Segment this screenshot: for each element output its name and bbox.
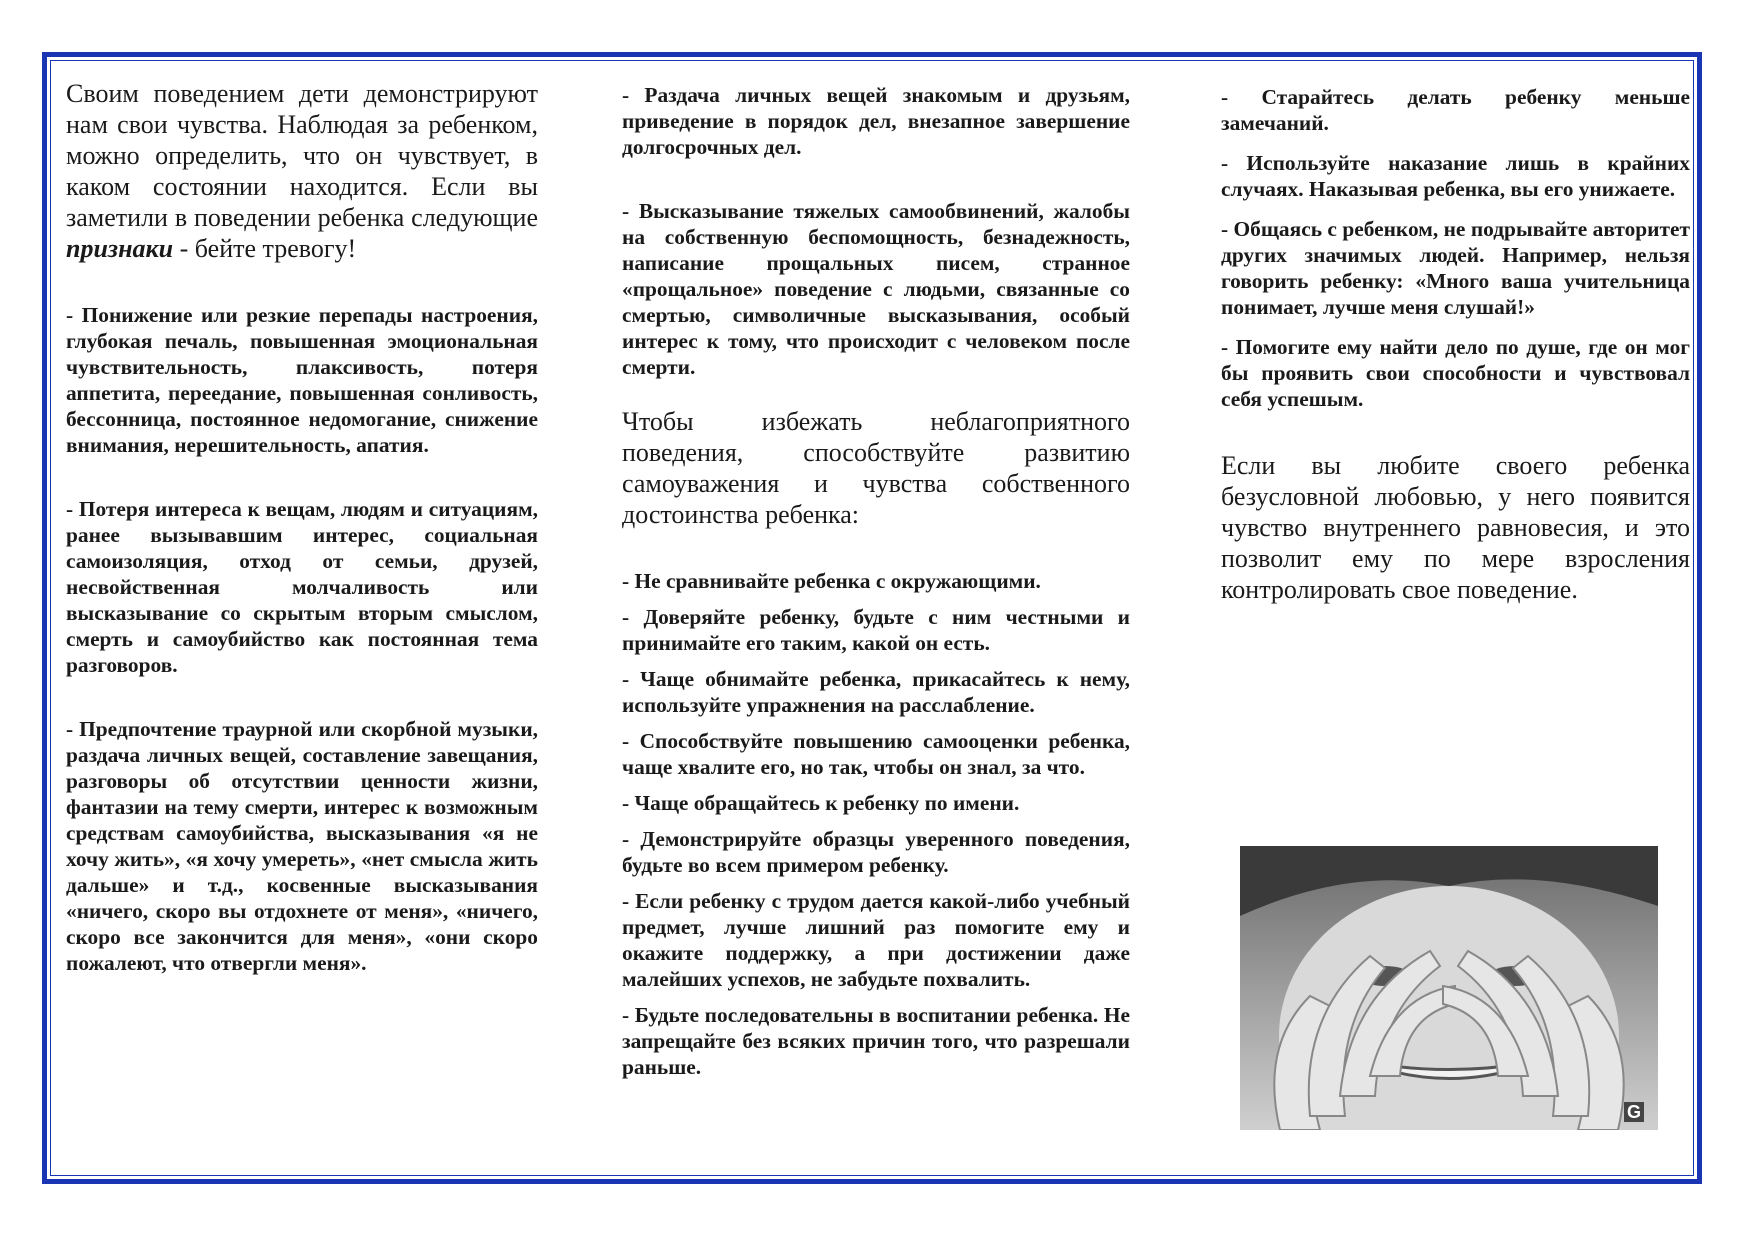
child-photo [1240, 846, 1658, 1130]
intro-warning: - бейте тревогу! [173, 234, 357, 263]
tip-item: - Способствуйте повышению самооценки ребенка, чаще хвалите его, но так, чтобы он знал, за что. [622, 729, 1130, 779]
tip-item: - Доверяйте ребенку, будьте с ним честными и принимайте его таким, какой он есть. [622, 605, 1130, 655]
tip-item: - Старайтесь делать ребенку меньше замечаний. [1221, 85, 1690, 135]
sign-item: - Высказывание тяжелых самообвинений, жалобы на собственную беспомощность, безнадежность, написание прощальных писем, странное «прощальное» поведение с людьми, связанные со смертью, символичные высказывания, особый интерес к тому, что происходит с человеком после смерти. [622, 199, 1130, 379]
sign-item: - Потеря интереса к вещам, людям и ситуациям, ранее вызывавшим интерес, социальная самоизоляция, отход от семьи, друзей, несвойственная молчаливость или высказывание со скрытым вторым смыслом, смерть и самоубийство как постоянная тема разговоров. [66, 497, 538, 677]
sign-item: - Раздача личных вещей знакомым и друзьям, приведение в порядок дел, внезапное завершение долгосрочных дел. [622, 83, 1130, 159]
prevention-intro: Чтобы избежать неблагоприятного поведения, способствуйте развитию самоуважения и чувства собственного достоинства ребенка: [622, 407, 1130, 529]
intro-emphasis: признаки [66, 234, 174, 263]
tip-item: - Общаясь с ребенком, не подрывайте авторитет других значимых людей. Например, нельзя говорить ребенку: «Много ваша учительница понимает, лучше меня слушай!» [1221, 217, 1690, 319]
tip-item: - Будьте последовательны в воспитании ребенка. Не запрещайте без всяких причин того, что разрешали раньше. [622, 1003, 1130, 1079]
tip-item: - Не сравнивайте ребенка с окружающими. [622, 569, 1041, 593]
child-photo-illustration [1240, 846, 1658, 1130]
tip-item: - Используйте наказание лишь в крайних случаях. Наказывая ребенка, вы его унижаете. [1221, 151, 1690, 201]
column-left [66, 78, 538, 976]
sign-item: - Предпочтение траурной или скорбной музыки, раздача личных вещей, составление завещания, разговоры об отсутствии ценности жизни, фантазии на тему смерти, интерес к возможным средствам самоубийства, высказывания «я не хочу жить», «я хочу умереть», «нет смысла жить дальше» и т.д., косвенные высказывания «ничего, скоро вы отдохнете от меня», «ничего, скоро все закончится для меня», «они скоро пожалеют, что отвергли меня». [66, 717, 538, 975]
tip-item: - Помогите ему найти дело по душе, где он мог бы проявить свои способности и чувствовал себя успешым. [1221, 335, 1690, 411]
tip-item: - Чаще обращайтесь к ребенку по имени. [622, 791, 1020, 815]
column-right [1221, 84, 1690, 605]
intro-text: Своим поведением дети демонстрируют нам свои чувства. Наблюдая за ребенком, можно определить, что он чувствует, в каком состоянии находится. Если вы заметили в поведении ребенка следующие [66, 79, 538, 232]
tip-item: - Если ребенку с трудом дается какой-либо учебный предмет, лучше лишний раз помогите ему и окажите поддержку, а при достижении даже малейших успехов, не забудьте похвалить. [622, 889, 1130, 991]
intro-paragraph [66, 78, 538, 264]
tip-item: - Демонстрируйте образцы уверенного поведения, будьте во всем примером ребенку. [622, 827, 1130, 877]
photo-logo: G [1624, 1102, 1644, 1122]
column-middle [622, 82, 1130, 1080]
closing-paragraph: Если вы любите своего ребенка безусловной любовью, у него появится чувство внутреннего равновесия, и это позволит ему по мере взросления контролировать свое поведение. [1221, 451, 1690, 604]
tip-item: - Чаще обнимайте ребенка, прикасайтесь к нему, используйте упражнения на расслабление. [622, 667, 1130, 717]
sign-item: - Понижение или резкие перепады настроения, глубокая печаль, повышенная эмоциональная чувствительность, плаксивость, потеря аппетита, переедание, повышенная сонливость, бессонница, постоянное недомогание, снижение внимания, нерешительность, апатия. [66, 303, 538, 457]
